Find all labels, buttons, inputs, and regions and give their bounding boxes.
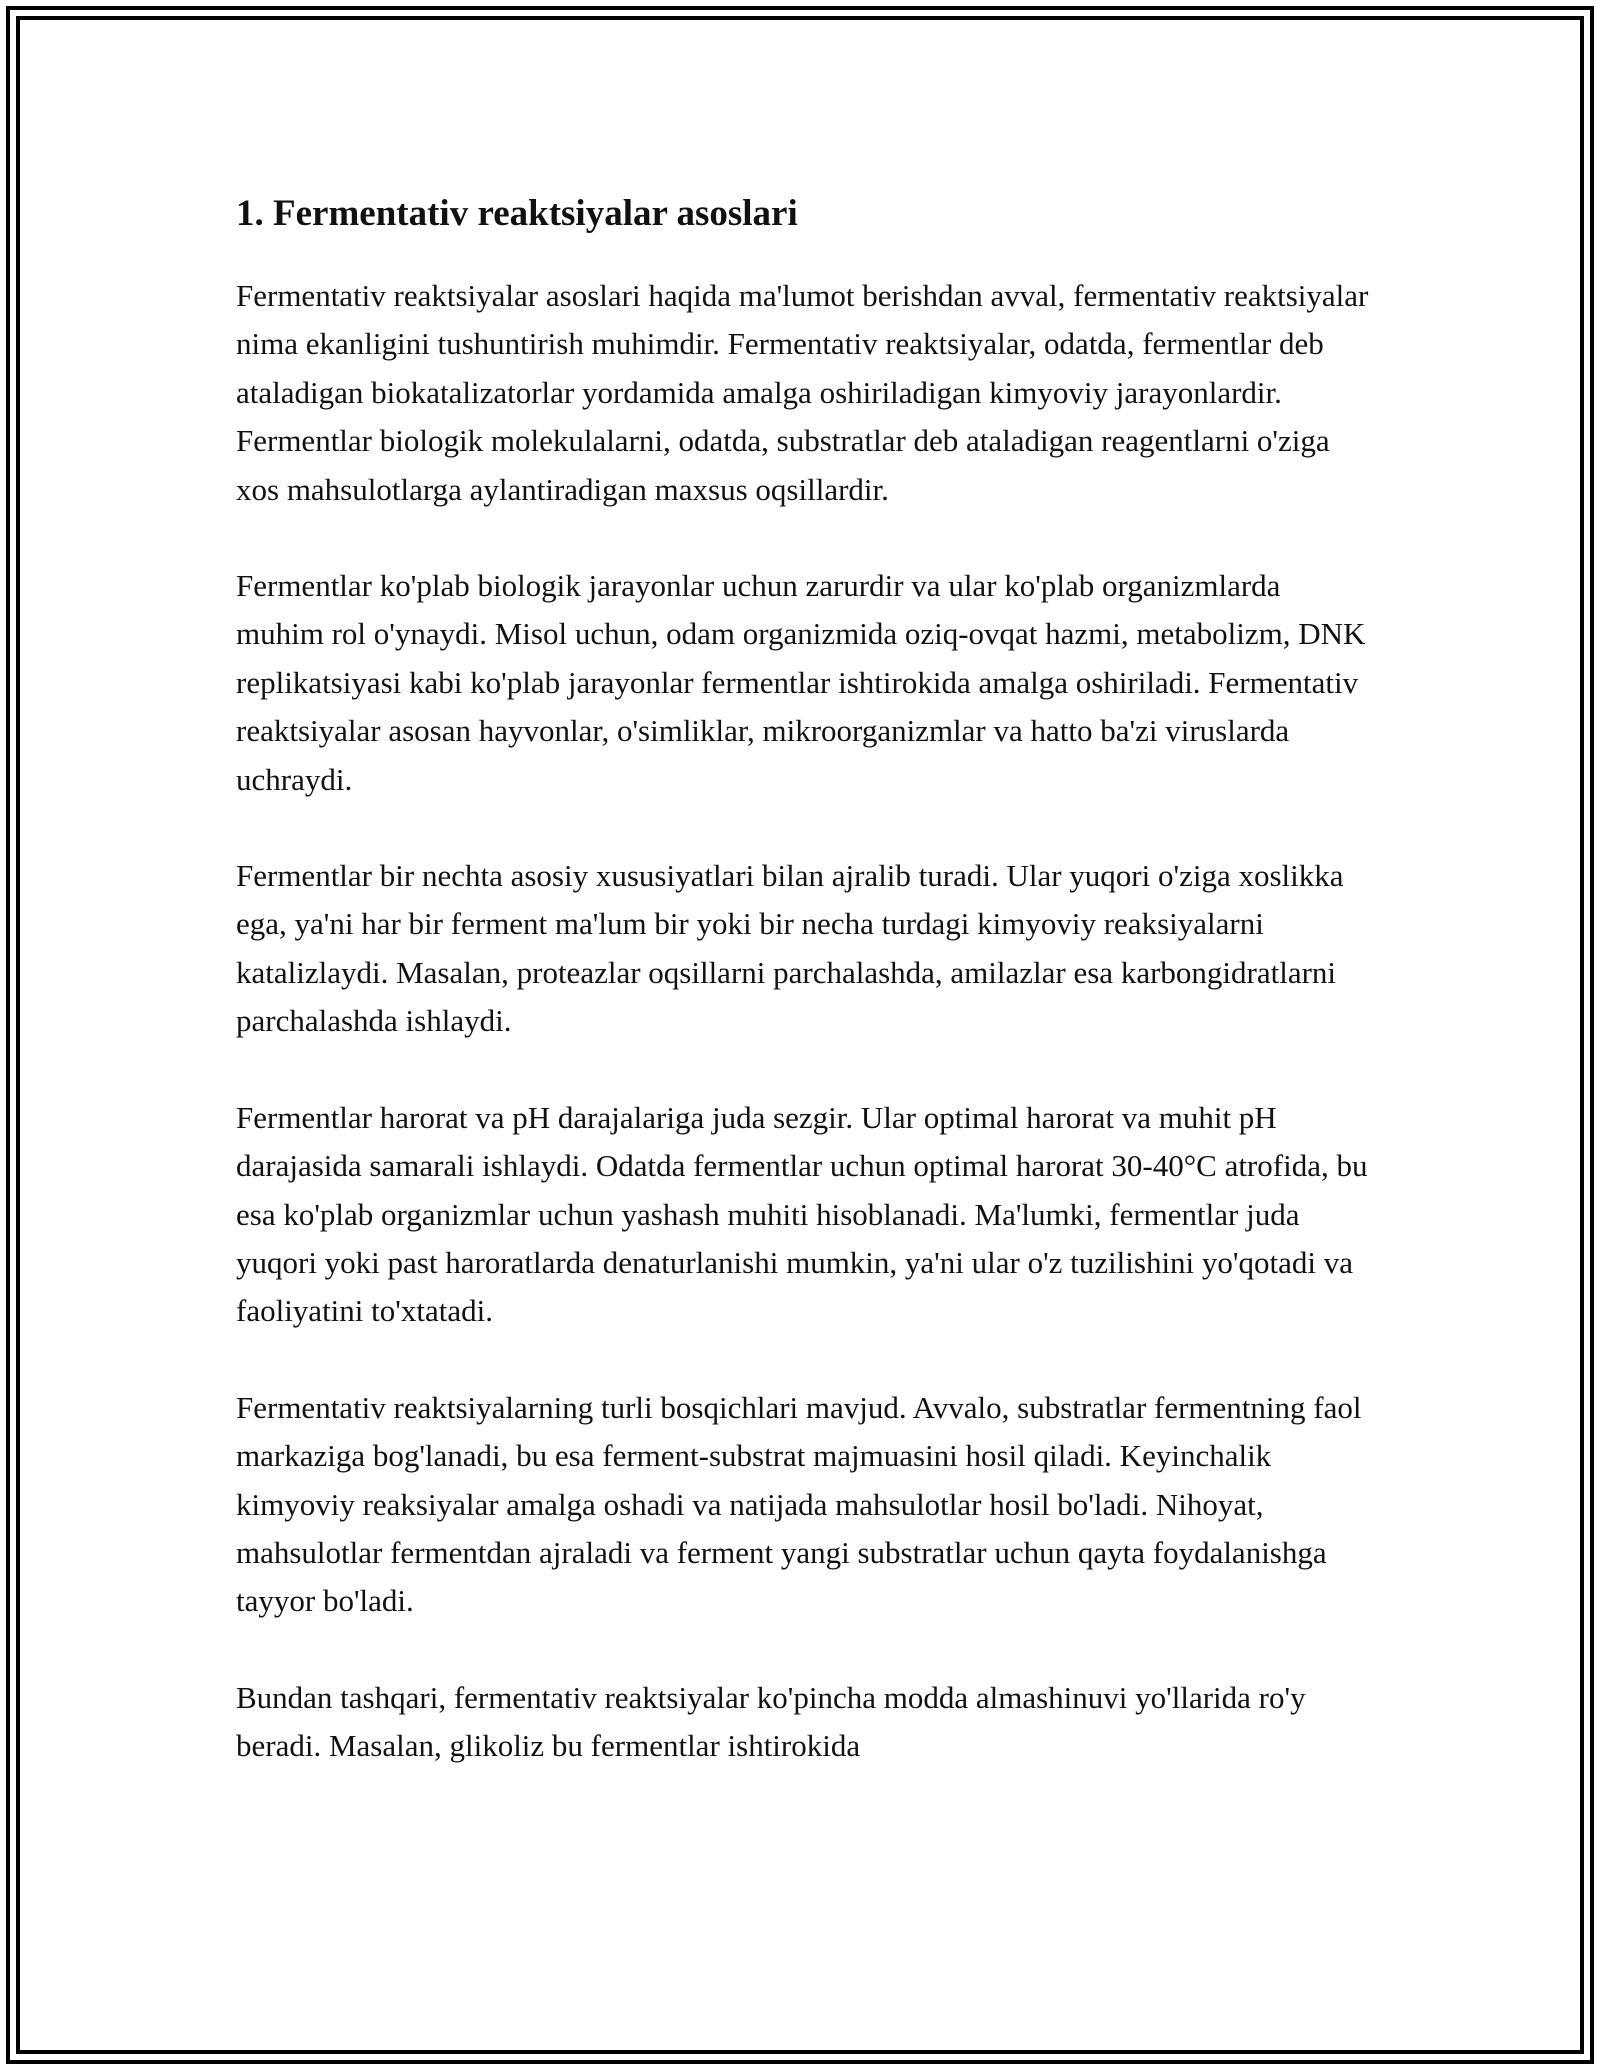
document-body xyxy=(236,186,1376,1819)
paragraph-6: Bundan tashqari, fermentativ reaktsiyalar ko'pincha modda almashinuvi yo'llarida ro'y beradi. Masalan, glikoliz bu fermentlar ishtirokida xyxy=(236,1679,1306,1764)
section-heading: 1. Fermentativ reaktsiyalar asoslari xyxy=(236,193,798,234)
paragraph-3: Fermentlar bir nechta asosiy xususiyatlari bilan ajralib turadi. Ular yuqori o'ziga xoslikka ega, ya'ni har bir ferment ma'lum bir yoki bir necha turdagi kimyoviy reaksiyalarni katalizlaydi. Masalan, proteazlar oqsillarni parchalashda, amilazlar esa karbongidratlarni parchalashda ishlaydi. xyxy=(236,858,1344,1039)
paragraph-4: Fermentlar harorat va pH darajalariga juda sezgir. Ular optimal harorat va muhit pH darajasida samarali ishlaydi. Odatda fermentlar uchun optimal harorat 30-40°C atrofida, bu esa ko'plab organizmlar uchun yashash muhiti hisoblanadi. Ma'lumki, fermentlar juda yuqori yoki past haroratlarda denaturlanishi mumkin, ya'ni ular o'z tuzilishini yo'qotadi va faoliyatini to'xtatadi. xyxy=(236,1099,1368,1329)
paragraph-5: Fermentativ reaktsiyalarning turli bosqichlari mavjud. Avvalo, substratlar fermentning faol markaziga bog'lanadi, bu esa ferment-substrat majmuasini hosil qiladi. Keyinchalik kimyoviy reaksiyalar amalga oshadi va natijada mahsulotlar hosil bo'ladi. Nihoyat, mahsulotlar fermentdan ajraladi va ferment yangi substratlar uchun qayta foydalanishga tayyor bo'ladi. xyxy=(236,1389,1362,1619)
paragraph-2: Fermentlar ko'plab biologik jarayonlar uchun zarurdir va ular ko'plab organizmlarda muhim rol o'ynaydi. Misol uchun, odam organizmida oziq-ovqat hazmi, metabolizm, DNK replikatsiyasi kabi ko'plab jarayonlar fermentlar ishtirokida amalga oshiriladi. Fermentativ reaktsiyalar asosan hayvonlar, o'simliklar, mikroorganizmlar va hatto ba'zi viruslarda uchraydi. xyxy=(236,568,1366,797)
paragraph-1: Fermentativ reaktsiyalar asoslari haqida ma'lumot berishdan avval, fermentativ reaktsiyalar nima ekanligini tushuntirish muhimdir. Fermentativ reaktsiyalar, odatda, fermentlar deb ataladigan biokatalizatorlar yordamida amalga oshiriladigan kimyoviy jarayonlardir. Fermentlar biologik molekulalarni, odatda, substratlar deb ataladigan reagentlarni o'ziga xos mahsulotlarga aylantiradigan maxsus oqsillardir. xyxy=(236,278,1369,507)
